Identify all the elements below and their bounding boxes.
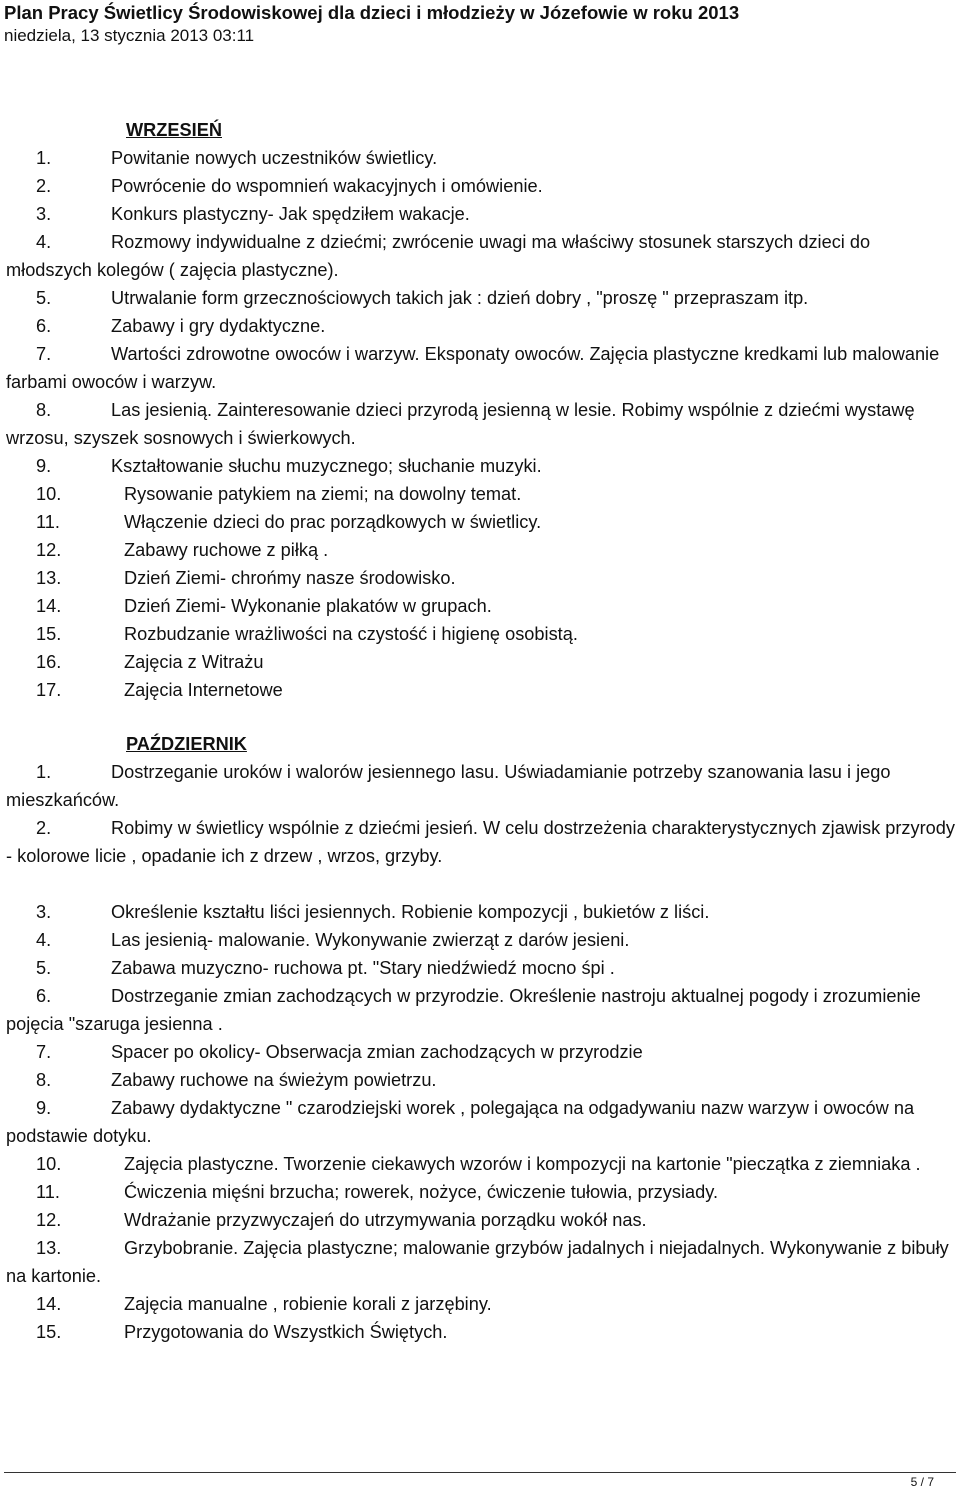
section-spacer: [6, 704, 956, 730]
list-item: [6, 898, 956, 926]
item-number: 8.: [36, 400, 52, 420]
item-text: Zabawy ruchowe z piłką .: [124, 540, 329, 560]
item-text: Zabawy ruchowe na świeżym powietrzu.: [111, 1070, 437, 1090]
item-number: 6.: [36, 316, 52, 336]
item-number: 16.: [36, 652, 62, 672]
list-item: [6, 1178, 956, 1206]
item-text: Rozmowy indywidualne z dziećmi; zwrócenie uwagi ma właściwy stosunek starszych dzieci do młodszych kolegów ( zajęcia plastyczne).: [6, 232, 871, 280]
item-text: Wdrażanie przyzwyczajeń do utrzymywania porządku wokół nas.: [124, 1210, 647, 1230]
list-item: [6, 228, 956, 284]
item-text: Rozbudzanie wrażliwości na czystość i higienę osobistą.: [124, 624, 578, 644]
item-text: Powrócenie do wspomnień wakacyjnych i omówienie.: [111, 176, 543, 196]
document-date: niedziela, 13 stycznia 2013 03:11: [4, 26, 255, 45]
item-text: Kształtowanie słuchu muzycznego; słuchanie muzyki.: [111, 456, 542, 476]
item-text: Grzybobranie. Zajęcia plastyczne; malowanie grzybów jadalnych i niejadalnych. Wykonywanie z bibuły na kartonie.: [6, 1238, 949, 1286]
list-item: [6, 620, 956, 648]
item-number: 11.: [36, 1182, 60, 1202]
list-item: [6, 676, 956, 704]
list-item: [6, 536, 956, 564]
list-item: [6, 814, 956, 870]
item-text: Określenie kształtu liści jesiennych. Robienie kompozycji , bukietów z liści.: [111, 902, 710, 922]
footer-divider: [4, 1472, 956, 1473]
item-number: 12.: [36, 1210, 62, 1230]
item-number: 7.: [36, 344, 52, 364]
item-number: 9.: [36, 1098, 52, 1118]
list-item: [6, 982, 956, 1038]
item-number: 14.: [36, 596, 62, 616]
list-item: [6, 648, 956, 676]
item-text: Zabawy i gry dydaktyczne.: [111, 316, 326, 336]
list-item: [6, 1038, 956, 1066]
item-number: 4.: [36, 930, 52, 950]
item-text: Rysowanie patykiem na ziemi; na dowolny temat.: [124, 484, 522, 504]
item-number: 17.: [36, 680, 62, 700]
item-number: 2.: [36, 818, 52, 838]
list-item: [6, 1318, 956, 1346]
item-text: Las jesienią- malowanie. Wykonywanie zwierząt z darów jesieni.: [111, 930, 630, 950]
item-number: 13.: [36, 1238, 62, 1258]
item-text: Przygotowania do Wszystkich Świętych.: [124, 1322, 448, 1342]
list-item: [6, 312, 956, 340]
list-item: [6, 396, 956, 452]
document-header: [4, 0, 956, 47]
item-text: Dostrzeganie zmian zachodzących w przyrodzie. Określenie nastroju aktualnej pogody i zrozumienie pojęcia "szaruga jesienna .: [6, 986, 921, 1034]
item-number: 9.: [36, 456, 52, 476]
item-number: 5.: [36, 288, 52, 308]
list-item: [6, 564, 956, 592]
item-number: 10.: [36, 1154, 62, 1174]
item-text: Utrwalanie form grzecznościowych takich jak : dzień dobry , "proszę " przepraszam itp.: [111, 288, 809, 308]
item-text: Dzień Ziemi- chrońmy nasze środowisko.: [124, 568, 456, 588]
page-number: 5 / 7: [910, 1475, 934, 1489]
item-text: Zajęcia manualne , robienie korali z jarzębiny.: [124, 1294, 492, 1314]
item-text: Dzień Ziemi- Wykonanie plakatów w grupach.: [124, 596, 492, 616]
list-item: [6, 144, 956, 172]
item-text: Konkurs plastyczny- Jak spędziłem wakacje.: [111, 204, 470, 224]
item-text: Las jesienią. Zainteresowanie dzieci przyrodą jesienną w lesie. Robimy wspólnie z dziećmi wystawę wrzosu, szyszek sosnowych i świerkowych.: [6, 400, 915, 448]
item-text: Zabawa muzyczno- ruchowa pt. "Stary niedźwiedź mocno śpi .: [111, 958, 615, 978]
item-text: Robimy w świetlicy wspólnie z dziećmi jesień. W celu dostrzeżenia charakterystycznych zjawisk przyrody - kolorowe licie , opadanie ich z drzew , wrzos, grzyby.: [6, 818, 955, 866]
item-text: Ćwiczenia mięśni brzucha; rowerek, nożyce, ćwiczenie tułowia, przysiady.: [124, 1182, 719, 1202]
item-text: Dostrzeganie uroków i walorów jesiennego lasu. Uświadamianie potrzeby szanowania lasu i jego mieszkańców.: [6, 762, 891, 810]
item-number: 1.: [36, 762, 52, 782]
item-text: Zajęcia Internetowe: [124, 680, 283, 700]
item-number: 15.: [36, 1322, 62, 1342]
item-text: Zajęcia z Witrażu: [124, 652, 264, 672]
item-number: 13.: [36, 568, 62, 588]
item-number: 4.: [36, 232, 52, 252]
item-number: 7.: [36, 1042, 52, 1062]
item-number: 11.: [36, 512, 60, 532]
item-number: 10.: [36, 484, 62, 504]
list-item: [6, 1234, 956, 1290]
item-number: 12.: [36, 540, 62, 560]
list-item: [6, 200, 956, 228]
item-number: 6.: [36, 986, 52, 1006]
list-item: [6, 1290, 956, 1318]
paragraph-spacer: [6, 870, 956, 898]
item-number: 14.: [36, 1294, 62, 1314]
list-item: [6, 480, 956, 508]
list-item: [6, 926, 956, 954]
item-text: Powitanie nowych uczestników świetlicy.: [111, 148, 438, 168]
item-number: 3.: [36, 204, 52, 224]
list-item: [6, 340, 956, 396]
list-item: [6, 1206, 956, 1234]
list-item: [6, 1150, 956, 1178]
list-item: [6, 758, 956, 814]
list-item: [6, 508, 956, 536]
list-item: [6, 452, 956, 480]
list-item: [6, 592, 956, 620]
item-number: 3.: [36, 902, 52, 922]
list-item: [6, 172, 956, 200]
item-text: Zabawy dydaktyczne " czarodziejski worek , polegająca na odgadywaniu nazw warzyw i owoców na podstawie dotyku.: [6, 1098, 915, 1146]
list-item: [6, 1094, 956, 1150]
list-item: [6, 284, 956, 312]
item-text: Zajęcia plastyczne. Tworzenie ciekawych wzorów i kompozycji na kartonie "pieczątka z ziemniaka .: [124, 1154, 921, 1174]
item-number: 8.: [36, 1070, 52, 1090]
item-text: Spacer po okolicy- Obserwacja zmian zachodzących w przyrodzie: [111, 1042, 643, 1062]
section-heading-october: PAŹDZIERNIK: [126, 734, 247, 754]
item-text: Włączenie dzieci do prac porządkowych w świetlicy.: [124, 512, 542, 532]
list-item: [6, 1066, 956, 1094]
item-number: 1.: [36, 148, 52, 168]
item-text: Wartości zdrowotne owoców i warzyw. Eksponaty owoców. Zajęcia plastyczne kredkami lub malowanie farbami owoców i warzyw.: [6, 344, 940, 392]
section-heading-september: WRZESIEŃ: [126, 120, 222, 140]
item-number: 15.: [36, 624, 62, 644]
list-item: [6, 954, 956, 982]
document-body: [6, 116, 956, 1346]
document-title: Plan Pracy Świetlicy Środowiskowej dla dzieci i młodzieży w Józefowie w roku 2013: [4, 2, 740, 23]
item-number: 5.: [36, 958, 52, 978]
item-number: 2.: [36, 176, 52, 196]
